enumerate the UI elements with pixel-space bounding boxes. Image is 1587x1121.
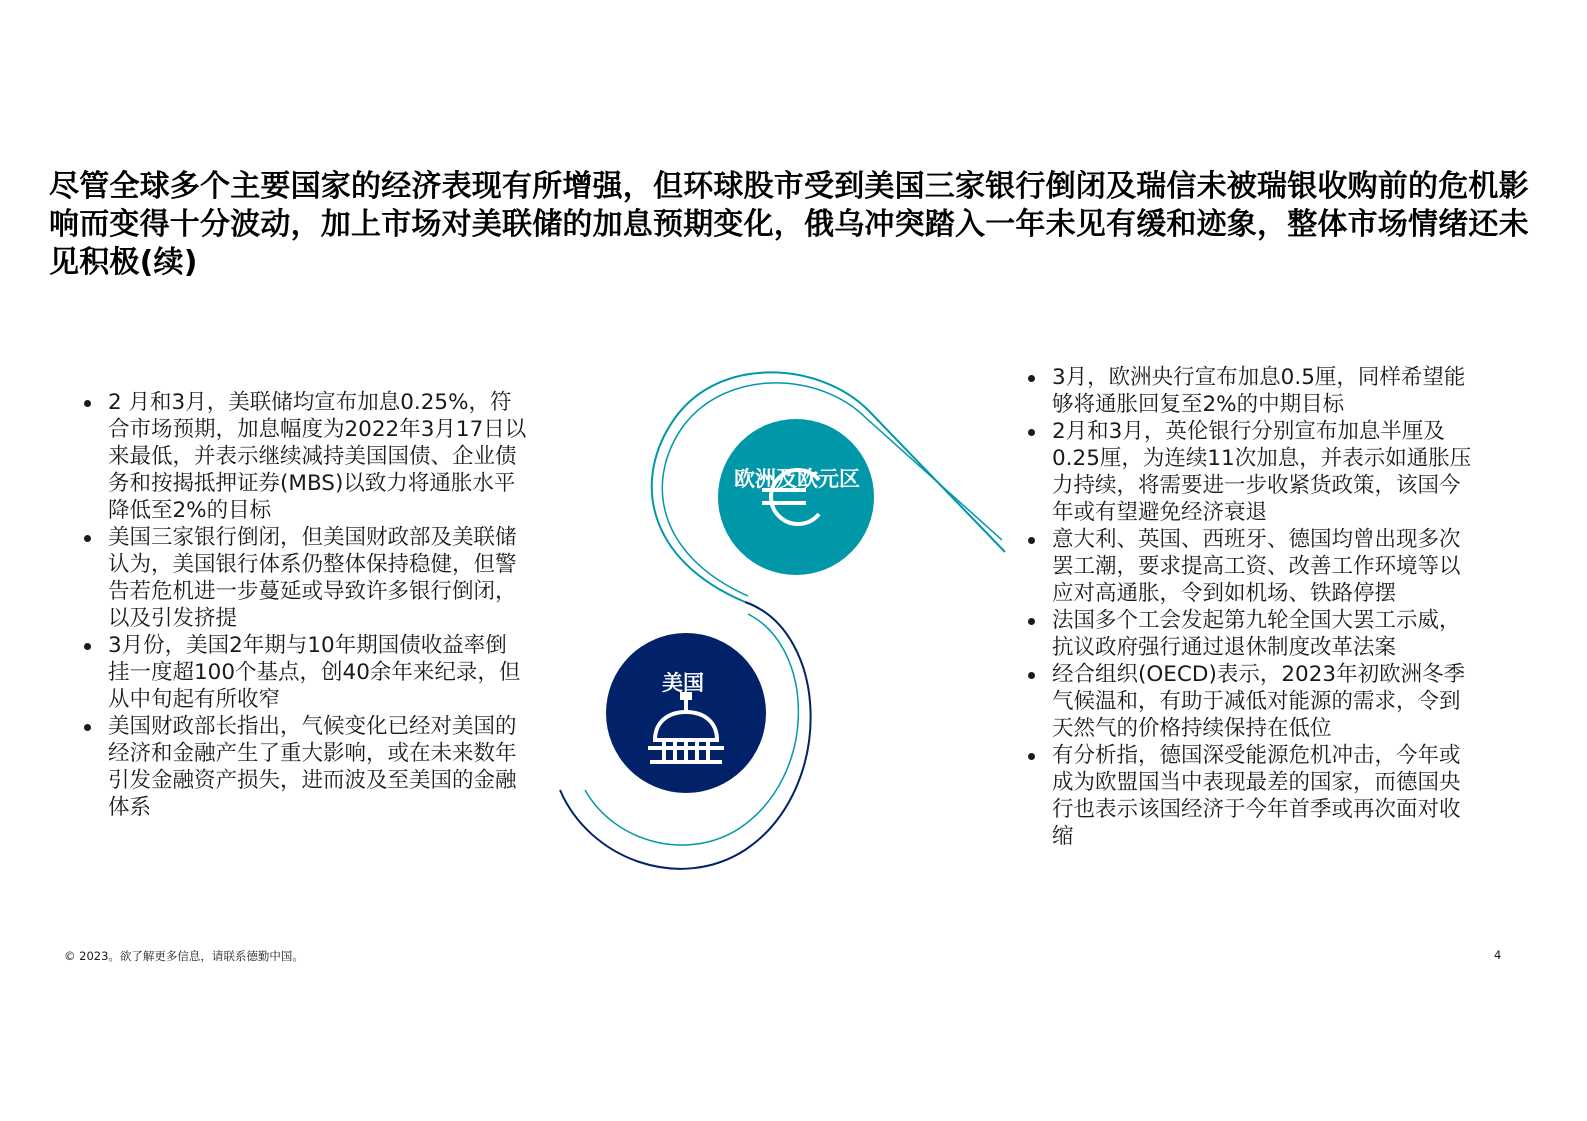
list-item: 美国财政部长指出，气候变化已经对美国的经济和金融产生了重大影响，或在未来数年引发金融资产损失，进而波及至美国的金融体系 — [82, 713, 527, 821]
slide-title: 尽管全球多个主要国家的经济表现有所增强，但环球股市受到美国三家银行倒闭及瑞信未被瑞银收购前的危机影响而变得十分波动，加上市场对美联储的加息预期变化，俄乌冲突踏入一年未见有缓和迹象，整体市场情绪还未见积极(续) — [49, 169, 1529, 280]
eu-circle-label: 欧洲及欧元区 — [734, 467, 860, 491]
regions-swirl-graphic — [540, 360, 1020, 880]
list-item: 3月，欧洲央行宣布加息0.5厘，同样希望能够将通胀回复至2%的中期目标 — [1026, 364, 1481, 418]
list-item: 有分析指，德国深受能源危机冲击，今年或成为欧盟国当中表现最差的国家，而德国央行也表示该国经济于今年首季或再次面对收缩 — [1026, 742, 1481, 850]
list-item: 法国多个工会发起第九轮全国大罢工示威，抗议政府强行通过退休制度改革法案 — [1026, 607, 1481, 661]
europe-bullet-list — [1026, 364, 1481, 850]
us-circle-label: 美国 — [662, 671, 704, 695]
list-item: 2 月和3月，美联储均宣布加息0.25%，符合市场预期，加息幅度为2022年3月17日以来最低，并表示继续减持美国国债、企业债务和按揭抵押证券(MBS)以致力将通胀水平降低至2%的目标 — [82, 389, 527, 524]
list-item: 3月份，美国2年期与10年期国债收益率倒挂一度超100个基点，创40余年来纪录，但从中旬起有所收窄 — [82, 632, 527, 713]
list-item: 经合组织(OECD)表示，2023年初欧洲冬季气候温和，有助于减低对能源的需求，令到天然气的价格持续保持在低位 — [1026, 661, 1481, 742]
us-bullet-list — [82, 389, 527, 821]
list-item: 美国三家银行倒闭，但美国财政部及美联储认为，美国银行体系仍整体保持稳健，但警告若危机进一步蔓延或导致许多银行倒闭，以及引发挤提 — [82, 524, 527, 632]
list-item: 意大利、英国、西班牙、德国均曾出现多次罢工潮，要求提高工资、改善工作环境等以应对高通胀，令到如机场、铁路停摆 — [1026, 526, 1481, 607]
eu-circle — [718, 419, 874, 575]
page-number: 4 — [1494, 948, 1502, 962]
footer-copyright: © 2023。欲了解更多信息，请联系德勤中国。 — [64, 949, 304, 963]
list-item: 2月和3月，英伦银行分别宣布加息半厘及0.25厘，为连续11次加息，并表示如通胀压力持续，将需要进一步收紧货政策，该国今年或有望避免经济衰退 — [1026, 418, 1481, 526]
